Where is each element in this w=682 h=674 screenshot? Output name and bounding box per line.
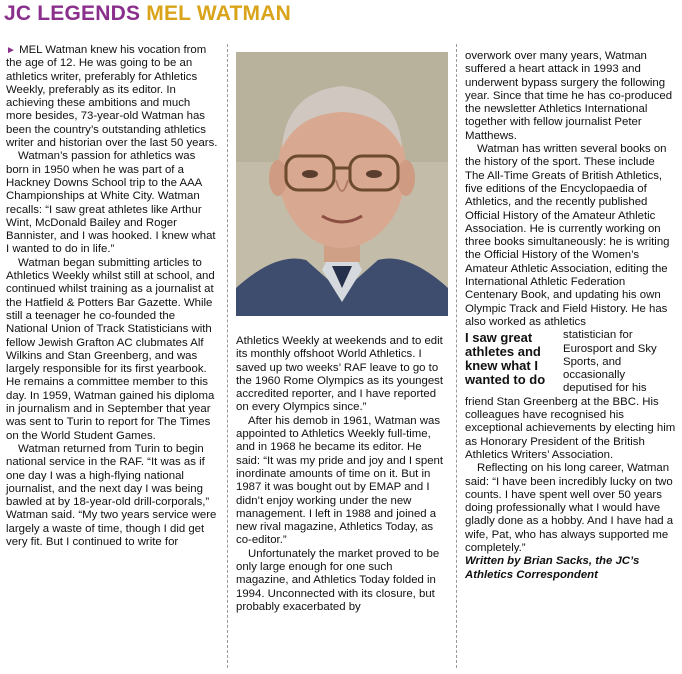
paragraph: ► MEL Watman knew his vocation from the age of 12. He was going to be an athletics writer, preferably for Athletics Weekly, preferably as its editor. In achieving these ambitions and much more besides, 73-year-old Watman has been the country’s outstanding athletics writer and historian over the last 50 years. [6,44,218,150]
paragraph: Unfortunately the market proved to be only large enough for one such magazine, and Athletics Today folded in 1994. Unconnected with its closure, but probably exacerbated by [236,547,440,613]
article-column-3 [465,50,677,582]
column-divider [456,44,457,668]
bullet-triangle-icon: ► [6,45,16,56]
paragraph-with-pullquote: I saw great athletes and knew what I wanted to do statistician for Eurosport and Sky Sports, and occasionally deputised for his friend Stan Greenberg at the BBC. His colleagues have recognised his exceptional achievements by electing him as Honorary President of the British Athletics Writers’ Association. [465,329,676,461]
article-column-1 [6,44,218,549]
article-header [4,0,291,28]
article-column-2 [236,335,448,614]
paragraph: After his demob in 1961, Watman was appointed to Athletics Weekly full-time, and in 1968 he became its editor. He said: “It was my pride and joy and I spent inordinate amounts of time on it. But in 1987 it was bought out by EMAP and I didn’t enjoy working under the new management. I left in 1988 and joined a new rival magazine, Athletics Today, as co-editor.” [236,414,444,547]
paragraph: Watman’s passion for athletics was born in 1950 when he was part of a Hackney Downs School trip to the AAA Championships at White City. Watman recalls: “I saw great athletes like Arthur Wint, McDonald Bailey and Roger Bannister, and I was hooked. I knew what I wanted to do in life.” [6,150,216,256]
pull-quote: I saw great athletes and knew what I wanted to do [465,330,546,388]
paragraph: Reflecting on his long career, Watman said: “I have been incredibly lucky on two counts. I have spent well over 50 years doing professionally what I would have gladly done as a hobby. And I have had a wife, Pat, who has always supported me completely.” [465,462,674,554]
paragraph: overwork over many years, Watman suffered a heart attack in 1993 and underwent bypass surgery the following year. Since that time he has co-produced the newsletter Athletics International together with fellow journalist Peter Matthews. [465,50,673,142]
paragraph: Athletics Weekly at weekends and to edit its monthly offshoot World Athletics. I saved up two weeks’ RAF leave to go to the 1960 Rome Olympics as its youngest accredited reporter, and I have reported on every Olympics since.” [236,335,444,414]
article-title: MEL WATMAN [146,2,291,25]
paragraph: Watman began submitting articles to Athletics Weekly whilst still at school, and continued whilst training as a journalist at the Hatfield & Potters Bar Gazette. While still a teenager he co-founded the National Union of Track Statisticians with fellow Jewish Grafton AC clubmates Alf Wilkins and Stan Greenberg, and was largely responsible for its first yearbook. He remains a committee member to this day. In 1959, Watman gained his diploma in journalism and in September that year was sent to Turin to report for The Times on the World Student Games. [6,256,215,442]
byline: Written by Brian Sacks, the JC’s Athletics Correspondent [465,555,640,581]
paragraph: Watman has written several books on the history of the sport. These include The All-Time Greats of British Athletics, five editions of the Encyclopaedia of Athletics, and the recently published Official History of the Amateur Athletic Association. He is currently working on three books simultaneously: he is writing the Official History of the Women’s Amateur Athletic Association, editing the International Athletic Federation Centenary Book, and updating his own Olympic Track and Field History. He has also worked as athletics [465,143,670,328]
portrait-photo [236,52,448,316]
paragraph: Watman returned from Turin to begin national service in the RAF. “It was as if one day I was a high-flying national journalist, and the next day I was being bawled at by 18-year-old drill-corporals,” Watman said. “My two years service were largely a waste of time, though I did get very fit. But I continued to write for [6,442,217,548]
column-divider [227,44,228,668]
section-label: JC LEGENDS [4,2,141,25]
